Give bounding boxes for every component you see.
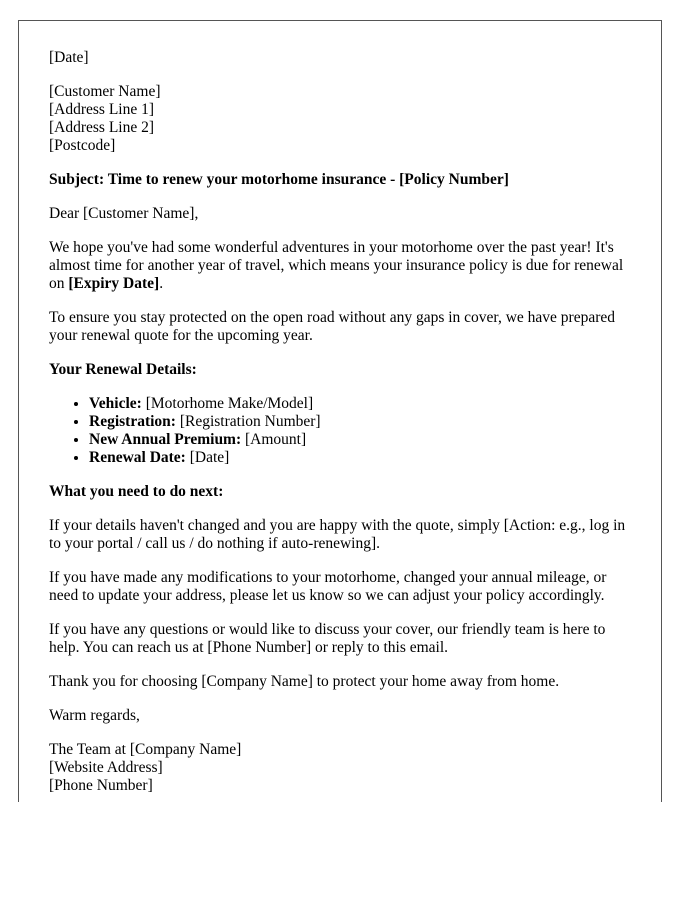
next-steps-heading-text: What you need to do next: — [49, 483, 224, 500]
questions-paragraph: If you have any questions or would like to discuss your cover, our friendly team is here to help. You can reach us at [Phone Number] or reply to this email. — [49, 621, 606, 656]
recipient-address — [49, 83, 631, 155]
next-steps-heading — [49, 483, 631, 501]
intro-text: We hope you've had some wonderful adventures in your motorhome over the past year! It's almost time for another year of travel, which means your insurance policy is due for renewal on — [49, 239, 624, 292]
expiry-date: [Expiry Date] — [68, 275, 160, 292]
renewal-item-registration — [89, 413, 631, 431]
renewal-item-label: Renewal Date: — [89, 449, 186, 466]
recipient-address-line-2: [Address Line 2] — [49, 119, 155, 136]
action-paragraph: If your details haven't changed and you are happy with the quote, simply [Action: e.g., log in to your portal / call us / do nothing if auto-renewing]. — [49, 517, 626, 552]
letter-date: [Date] — [49, 49, 89, 66]
signature-phone: [Phone Number] — [49, 777, 153, 794]
renewal-heading-text: Your Renewal Details: — [49, 361, 197, 378]
closing-line: Warm regards, — [49, 707, 140, 724]
renewal-item-label: Registration: — [89, 413, 176, 430]
letter-subject: Subject: Time to renew your motorhome insurance - [Policy Number] — [49, 171, 509, 188]
renewal-item-value: [Registration Number] — [175, 413, 321, 430]
protection-paragraph: To ensure you stay protected on the open road without any gaps in cover, we have prepared your renewal quote for the upcoming year. — [49, 309, 616, 344]
signature-block — [49, 741, 631, 795]
renewal-item-value: [Date] — [185, 449, 230, 466]
renewal-item-value: [Motorhome Make/Model] — [141, 395, 314, 412]
renewal-item-premium — [89, 431, 631, 449]
salutation: Dear [Customer Name], — [49, 205, 199, 222]
recipient-postcode: [Postcode] — [49, 137, 116, 154]
recipient-address-line-1: [Address Line 1] — [49, 101, 155, 118]
renewal-item-date — [89, 449, 631, 467]
thanks-paragraph: Thank you for choosing [Company Name] to protect your home away from home. — [49, 673, 560, 690]
intro-paragraph — [49, 239, 631, 293]
renewal-heading — [49, 361, 631, 379]
recipient-name: [Customer Name] — [49, 83, 161, 100]
signature-team: The Team at [Company Name] — [49, 741, 242, 758]
signature-website: [Website Address] — [49, 759, 163, 776]
renewal-item-label: New Annual Premium: — [89, 431, 242, 448]
renewal-item-vehicle — [89, 395, 631, 413]
intro-end: . — [159, 275, 164, 292]
letter-page — [18, 20, 662, 802]
modifications-paragraph: If you have made any modifications to your motorhome, changed your annual mileage, or need to update your address, please let us know so we can adjust your policy accordingly. — [49, 569, 607, 604]
renewal-item-label: Vehicle: — [89, 395, 142, 412]
renewal-item-value: [Amount] — [241, 431, 307, 448]
renewal-details-list — [49, 395, 631, 467]
